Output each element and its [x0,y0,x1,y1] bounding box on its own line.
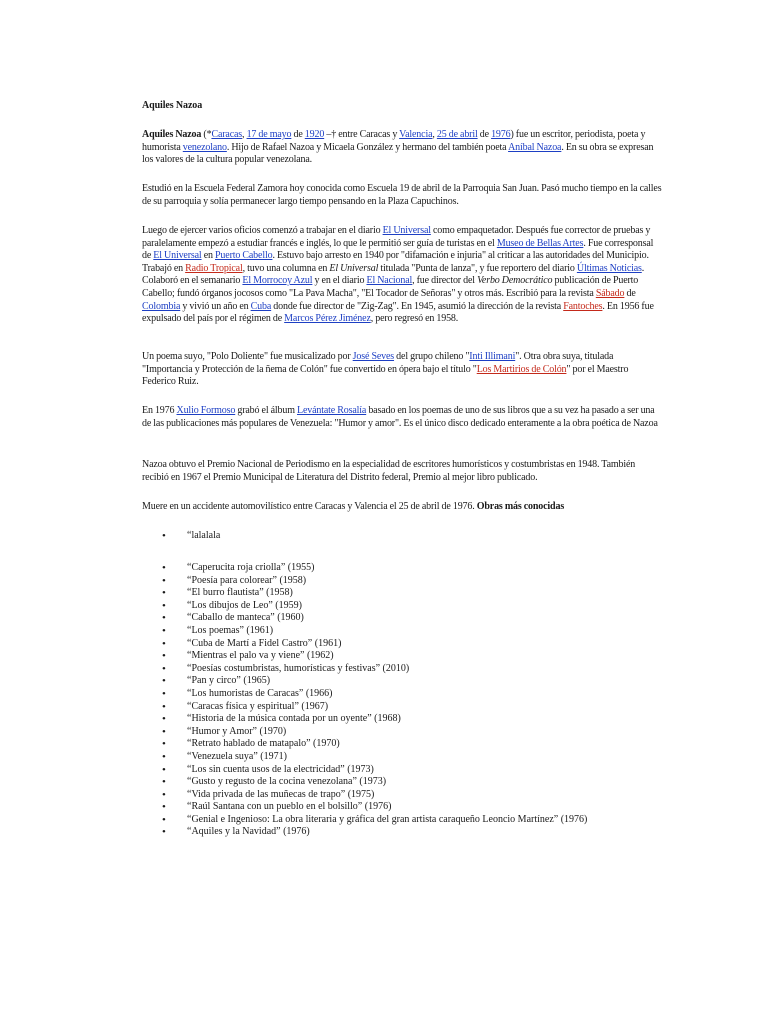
text: Un poema suyo, "Polo Doliente" fue musicalizado por [142,351,353,362]
list-item: • “lalalala [142,530,702,543]
link-el-universal[interactable]: El Universal [382,225,431,236]
works-heading: Obras más conocidas [476,501,565,512]
link-levantate-rosalia[interactable]: Levántate Rosalía [297,405,367,416]
page-title: Aquiles Nazoa [142,100,203,111]
list-item: • “Poesía para colorear” (1958) [142,575,702,588]
link-caracas[interactable]: Caracas [211,129,243,140]
text: grabó el álbum [235,405,297,416]
text: , [242,129,247,140]
link-el-nacional[interactable]: El Nacional [366,275,413,287]
list-item: • “Cuba de Martí a Fidel Castro” (1961) [142,638,702,651]
text: . Estuvo bajo arresto en 1940 por "difamación e injuria" al criticar a las autoridades del Municipio. Trabajó en [142,250,649,274]
link-venezolano[interactable]: venezolano [182,141,227,153]
list-item: • “Los poemas” (1961) [142,625,702,638]
list-item: • “Venezuela suya” (1971) [142,751,702,764]
link-xulio-formoso[interactable]: Xulio Formoso [176,405,236,416]
education-paragraph: Estudió en la Escuela Federal Zamora hoy conocida como Escuela 19 de abril de la Parroquia San Juan. Pasó mucho tiempo en la calles de su parroquia y solía permanecer largo tiempo pensando en la Plaza Capuchinos. [142,183,662,207]
music-paragraph [142,351,662,389]
subject-name: Aquiles Nazoa [142,129,202,140]
link-valencia[interactable]: Valencia [399,129,433,140]
italic-el-universal: El Universal [329,262,379,274]
text: del grupo chileno " [394,351,470,362]
list-item: • “Caperucita roja criolla” (1955) [142,562,702,575]
list-item: • “Genial e Ingenioso: La obra literaria y gráfica del gran artista caraqueño Leoncio Martínez” (1976) [142,814,702,827]
link-jose-seves[interactable]: José Seves [352,351,395,362]
list-item: • “Los humoristas de Caracas” (1966) [142,688,702,701]
list-item: • “Raúl Santana con un pueblo en el bolsillo” (1976) [142,801,702,814]
text: . En su obra se expresan los valores de la cultura popular venezolana. [142,141,654,166]
awards-paragraph: Nazoa obtuvo el Premio Nacional de Periodismo en la especialidad de escritores humorísticos y costumbristas en 1948. También recibió en 1967 el Premio Municipal de Literatura del Distrito federal, Premio al mejor libro publicado. [142,459,636,483]
text: . Colaboró en el semanario [142,262,645,287]
list-item: • “El burro flautista” (1958) [142,587,702,600]
link-el-morrocoy-azul[interactable]: El Morrocoy Azul [242,275,313,287]
link-el-universal-2[interactable]: El Universal [153,250,202,262]
link-1976[interactable]: 1976 [491,129,511,140]
intro-paragraph [142,129,662,167]
text: , pero regresó en 1958. [370,313,459,325]
list-item: • “Aquiles y la Navidad” (1976) [142,826,702,839]
text: , fue director del [412,275,478,287]
italic-verbo-democratico: Verbo Democrático [477,275,553,287]
list-item: • “Vida privada de las muñecas de trapo” (1975) [142,789,702,802]
text: Luego de ejercer varios oficios comenzó a trabajar en el diario [142,225,383,236]
link-17-mayo[interactable]: 17 de mayo [246,129,292,140]
link-museo-bellas-artes[interactable]: Museo de Bellas Artes [496,237,584,249]
text: –† entre Caracas y [324,129,400,140]
text: donde fue director de "Zig-Zag". En 1945, asumió la dirección de la revista [271,300,564,312]
text: y vivió un año en [180,300,251,312]
text: y en el diario [312,275,367,287]
link-inti-illimani[interactable]: Inti Illimani [469,351,516,362]
text: Muere en un accidente automovilístico entre Caracas y Valencia el 25 de abril de 1976. [142,501,477,512]
list-item: • “Gusto y regusto de la cocina venezolana” (1973) [142,776,702,789]
link-1920[interactable]: 1920 [304,129,325,140]
link-puerto-cabello[interactable]: Puerto Cabello [215,250,273,262]
list-item: • “Los sin cuenta usos de la electricidad” (1973) [142,764,702,777]
text: en [201,250,216,262]
album-paragraph [142,405,662,430]
works-list-first [142,530,702,543]
link-radio-tropical[interactable]: Radio Tropical [185,262,243,274]
list-item: • “Caracas física y espiritual” (1967) [142,701,702,714]
text: como empaquetador. Después fue corrector de pruebas y paralelamente empezó a estudiar francés e inglés, lo que le permitió ser guía de turistas en el [142,225,651,249]
link-marcos-perez-jimenez[interactable]: Marcos Pérez Jiménez [284,313,371,325]
link-ultimas-noticias[interactable]: Últimas Noticias [576,262,642,274]
text: publicación de Puerto Cabello; fundó órganos jocosos como "La Pava Macha", "El Tocador de Señoras" y otros más. Escribió para la revista [142,275,639,299]
death-paragraph [142,501,662,514]
text: . En 1956 fue expulsado del país por el régimen de [142,300,654,325]
list-item: • “Humor y Amor” (1970) [142,726,702,739]
text: ". Otra obra suya, titulada "Importancia y Protección de la ñema de Colón" fue convertido en ópera bajo el título " [142,351,614,375]
list-item: • “Caballo de manteca” (1960) [142,612,702,625]
link-los-martirios-de-colon[interactable]: Los Martirios de Colón [476,363,567,375]
link-sabado[interactable]: Sábado [595,287,625,299]
text: , tuvo una columna en [242,262,330,274]
link-25-abril[interactable]: 25 de abril [436,129,478,140]
list-item: • “Poesías costumbristas, humorísticas y festivas” (2010) [142,663,702,676]
text: de [477,129,492,140]
list-item: • “Pan y circo” (1965) [142,675,702,688]
link-colombia[interactable]: Colombia [142,300,181,312]
text: (* [201,129,212,140]
text: basado en los poemas de uno de sus libros que a su vez ha pasado a ser una de las publicaciones más populares de Venezuela: "Humor y amor". Es el único disco dedicado enteramente a la obra poética de Nazoa [142,405,658,429]
text: ) fue un escritor, periodista, poeta y humorista [142,129,646,153]
text: . Hijo de Rafael Nazoa y Micaela González y hermano del también poeta [226,141,509,153]
link-fantoches[interactable]: Fantoches [563,300,603,312]
list-item: • “Mientras el palo va y viene” (1962) [142,650,702,663]
text: . Fue corresponsal de [142,237,654,262]
text: En 1976 [142,405,177,416]
list-item: • “Los dibujos de Leo” (1959) [142,600,702,613]
list-item: • “Historia de la música contada por un oyente” (1968) [142,713,702,726]
text: " por el Maestro Federico Ruiz. [142,363,629,388]
text: , [432,129,437,140]
text: de [291,129,305,140]
works-list [142,562,702,839]
link-cuba[interactable]: Cuba [250,300,272,312]
career-paragraph [142,225,662,326]
text: de [624,287,636,299]
text: titulada "Punta de lanza", y fue reportero del diario [378,262,577,274]
list-item: • “Retrato hablado de matapalo” (1970) [142,738,702,751]
link-anibal-nazoa[interactable]: Aníbal Nazoa [508,141,562,153]
